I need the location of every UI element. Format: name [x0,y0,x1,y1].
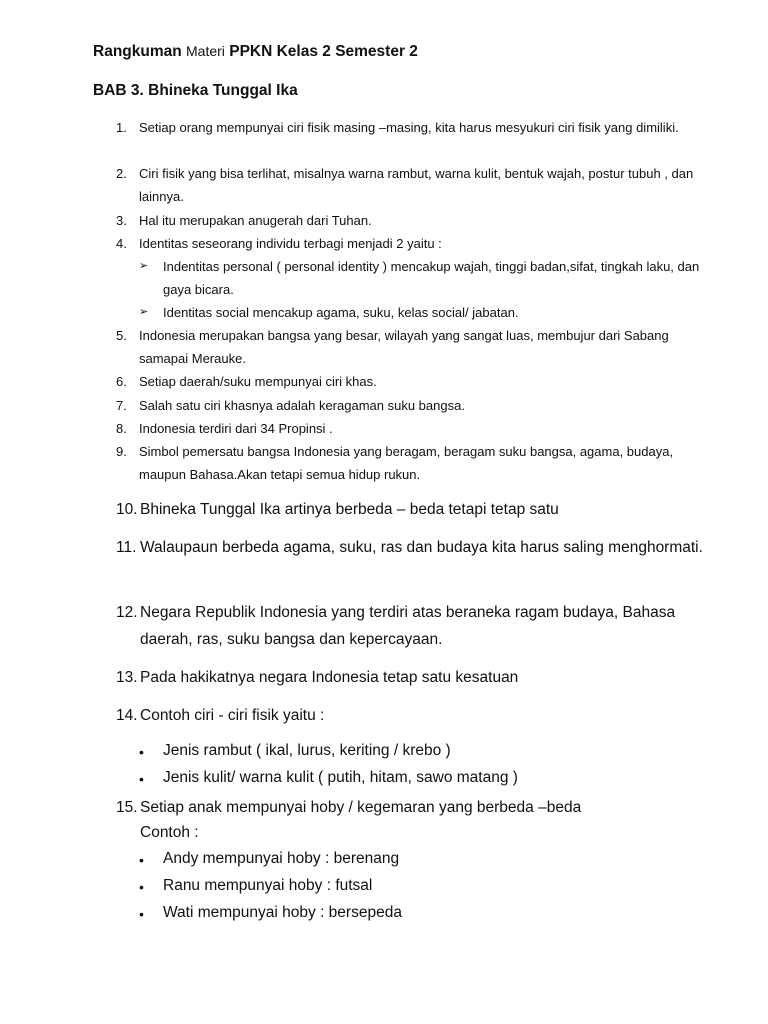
arrow-bullet-icon: ➢ [139,306,149,318]
chapter-heading: BAB 3. Bhineka Tunggal Ika [93,82,298,99]
bullet-icon: • [139,852,144,868]
bullet-icon: • [139,744,144,760]
bullet-item: Andy mempunyai hoby : berenang [163,850,400,867]
document-page: Rangkuman Materi PPKN Kelas 2 Semester 2 BAB 3. Bhineka Tunggal Ika 1. Setiap orang mempunyai ciri fisik masing –masing, kita harus mesyukuri ciri fisik yang dimiliki. 2. Ciri fisik yang bisa terlihat, misalnya warna rambut, warna kulit, bentuk wajah, postur tubuh , dan lainnya. 3. Hal itu merupakan anugerah dari Tuhan. 4. Identitas seseorang individu terbagi menjadi 2 yaitu : ➢ Indentitas personal ( personal identity ) mencakup wajah, tinggi badan,sifat, tingkah laku, dan gaya bicara. ➢ Identitas social mencakup agama, suku, kelas social/ jabatan. 5. Indonesia merupakan bangsa yang besar, wilayah yang sangat luas, membujur dari Sabang samapai Merauke. 6. Setiap daerah/suku mempunyai ciri khas. 7. Salah satu ciri khasnya adalah keragaman suku bangsa. 8. Indonesia terdiri dari 34 Propinsi . 9. Simbol pemersatu bangsa Indonesia yang beragam, beragam suku bangsa, agama, budaya, maupun Bahasa.Akan tetapi semua hidup rukun. 10. Bhineka Tunggal Ika artinya berbeda – beda tetapi tetap satu 11. Walaupaun berbeda agama, suku, ras dan budaya kita harus saling menghormati. 12. Negara Republik Indonesia yang terdiri atas beraneka ragam budaya, Bahasa daerah, ras, suku bangsa dan kepercayaan. 13. Pada hakikatnya negara Indonesia tetap satu kesatuan 14. Contoh ciri - ciri fisik yaitu : • Jenis rambut ( ikal, lurus, keriting / krebo ) • Jenis kulit/ warna kulit ( putih, hitam, sawo matang ) 15. Setiap anak mempunyai hoby / kegemaran yang berbeda –beda Contoh : • Andy mempunyai hoby : berenang • Ranu mempunyai hoby : futsal • Wati mempunyai hoby : bersepeda [0,0,768,1024]
bullet-item: Wati mempunyai hoby : bersepeda [163,904,402,921]
bullet-item: Jenis rambut ( ikal, lurus, keriting / krebo ) [163,742,451,759]
example-label: Contoh : [140,824,199,841]
bullet-item: Ranu mempunyai hoby : futsal [163,877,373,894]
document-title: Rangkuman Materi PPKN Kelas 2 Semester 2 [93,43,418,60]
sub-list-item: Indentitas personal ( personal identity ) mencakup wajah, tinggi badan,sifat, tingkah laku, dan gaya bicara. [163,259,700,297]
bullet-icon: • [139,771,144,787]
arrow-bullet-icon: ➢ [139,260,149,272]
bullet-item: Jenis kulit/ warna kulit ( putih, hitam, sawo matang ) [163,769,518,786]
bullet-icon: • [139,906,144,922]
bullet-icon: • [139,879,144,895]
sub-list-item: Identitas social mencakup agama, suku, kelas social/ jabatan. [163,305,519,320]
